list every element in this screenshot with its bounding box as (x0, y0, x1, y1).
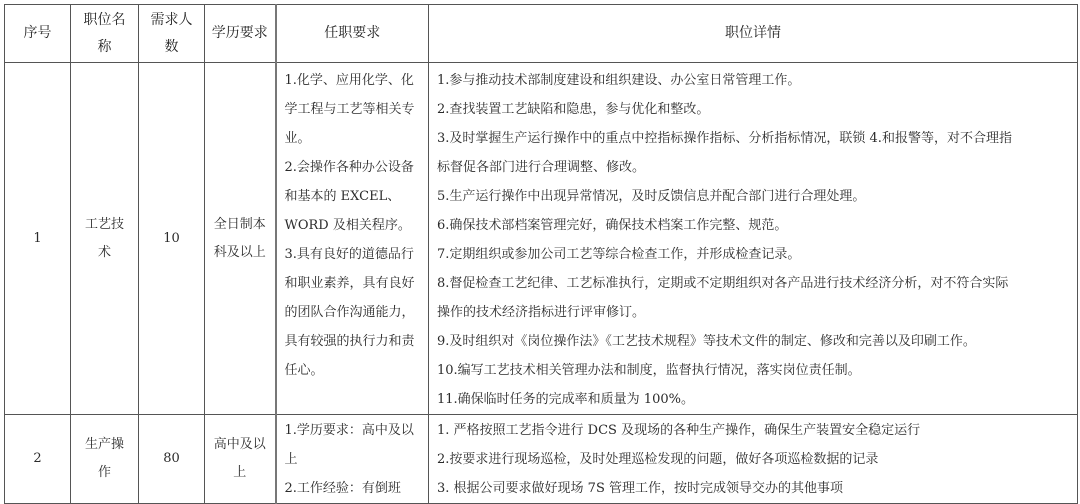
row-title-line: 术 (97, 244, 111, 260)
header-count (139, 5, 205, 63)
header-title (71, 5, 139, 63)
row-requirements (276, 415, 429, 504)
row-education (205, 63, 276, 415)
row-details (429, 415, 1078, 504)
row-title-line: 作 (97, 465, 111, 480)
row-education (205, 415, 276, 504)
header-count-line: 需求人 (150, 11, 193, 28)
row-details (429, 63, 1078, 415)
requirement-item: 3.具有良好的道德品行和职业素养，具有良好的团队合作沟通能力，具有较强的执行力和责任心。 (284, 247, 415, 378)
header-details: 职位详情 (429, 5, 1078, 63)
detail-item: 6.确保技术部档案管理完好，确保技术档案工作完整、规范。 (437, 218, 788, 233)
row-title (71, 415, 139, 504)
table-row (5, 63, 1078, 415)
row-index: 1 (5, 63, 71, 415)
requirement-item: 2.工作经验：有倒班 (284, 481, 401, 496)
requirement-item: 1.化学、应用化学、化学工程与工艺等相关专业。 (284, 73, 415, 146)
row-count: 10 (139, 63, 205, 415)
detail-item: 8.督促检查工艺纪律、工艺标准执行，定期或不定期组织对各产品进行技术经济分析，对不符合实际 (437, 276, 1009, 291)
header-index: 序号 (5, 5, 71, 63)
job-table (4, 4, 1078, 504)
detail-item: 3.及时掌握生产运行操作中的重点中控指标操作指标、分析指标情况，联锁 4.和报警等，对不合理指 (437, 131, 1012, 146)
row-education-line: 高中及以 (213, 437, 266, 452)
table-row (5, 415, 1078, 504)
detail-item: 1.参与推动技术部制度建设和组织建设、办公室日常管理工作。 (437, 73, 801, 88)
header-education: 学历要求 (205, 5, 276, 63)
detail-item: 11.确保临时任务的完成率和质量为 100%。 (437, 392, 694, 407)
header-count-line: 数 (164, 38, 179, 55)
row-index: 2 (5, 415, 71, 504)
header-title-line: 职位名 (83, 11, 126, 28)
detail-item: 5.生产运行操作中出现异常情况，及时反馈信息并配合部门进行合理处理。 (437, 189, 866, 204)
header-title-line: 称 (97, 38, 112, 55)
detail-item: 10.编写工艺技术相关管理办法和制度，监督执行情况，落实岗位责任制。 (437, 363, 861, 378)
detail-item: 1. 严格按照工艺指令进行 DCS 及现场的各种生产操作，确保生产装置安全稳定运行 (437, 423, 921, 438)
row-title (71, 63, 139, 415)
row-title-line: 工艺技 (84, 216, 124, 232)
requirement-item: 2.会操作各种办公设备和基本的 EXCEL、WORD 及相关程序。 (284, 160, 414, 233)
row-count: 80 (139, 415, 205, 504)
detail-item: 7.定期组织或参加公司工艺等综合检查工作，并形成检查记录。 (437, 247, 801, 262)
detail-item: 3. 根据公司要求做好现场 7S 管理工作，按时完成领导交办的其他事项 (437, 481, 843, 496)
row-education-line: 上 (233, 465, 247, 480)
requirement-item: 1.学历要求：高中及以上 (284, 423, 414, 467)
row-title-line: 生产操 (84, 437, 124, 452)
detail-item: 2.查找装置工艺缺陷和隐患，参与优化和整改。 (437, 102, 710, 117)
header-requirements: 任职要求 (276, 5, 429, 63)
detail-item: 标督促各部门进行合理调整、修改。 (437, 160, 646, 175)
detail-item: 9.及时组织对《岗位操作法》《工艺技术规程》等技术文件的制定、修改和完善以及印刷工作。 (437, 334, 976, 349)
detail-item: 操作的技术经济指标进行评审修订。 (437, 305, 646, 320)
row-education-line: 全日制本 (213, 216, 266, 232)
row-education-line: 科及以上 (213, 244, 266, 260)
detail-item: 2.按要求进行现场巡检，及时处理巡检发现的问题，做好各项巡检数据的记录 (437, 452, 879, 467)
header-row (5, 5, 1078, 63)
row-requirements (276, 63, 429, 415)
